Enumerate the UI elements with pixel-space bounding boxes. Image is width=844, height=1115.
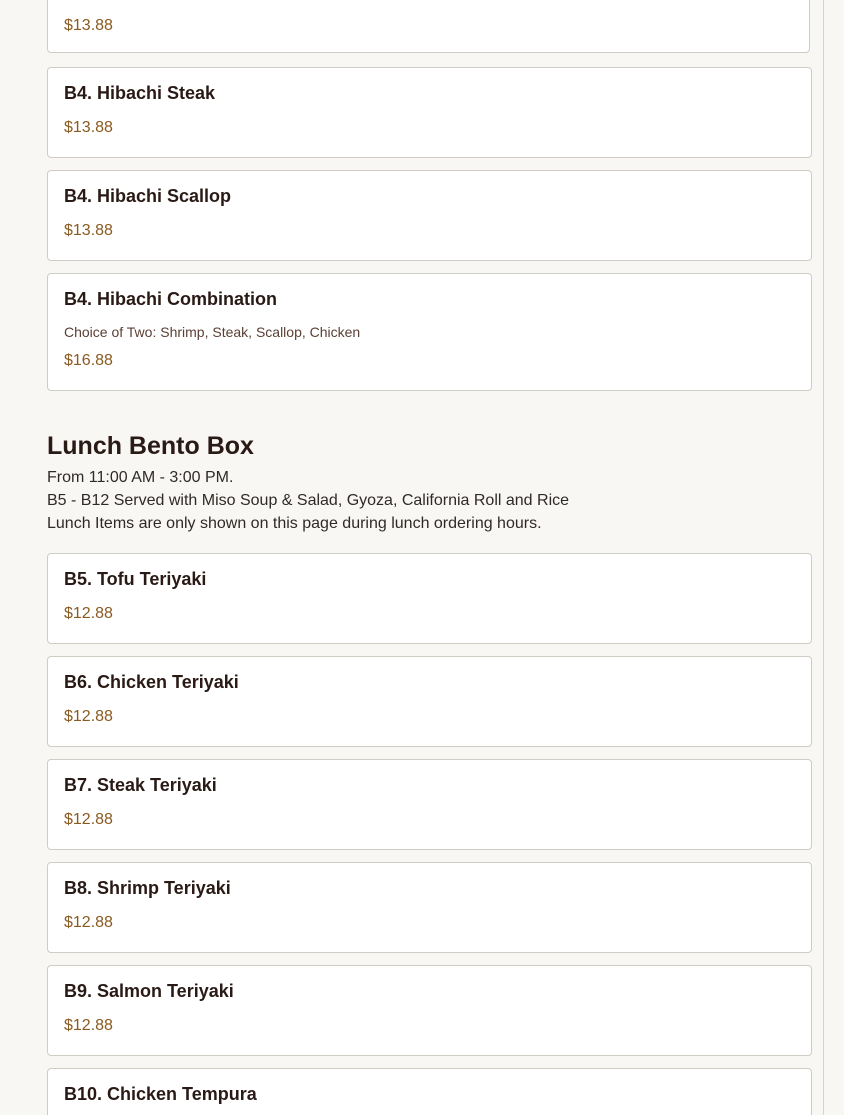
- item-name: B10. Chicken Tempura: [64, 1084, 257, 1104]
- menu-item-card-steak-teriyaki[interactable]: [47, 759, 812, 850]
- item-name: B4. Hibachi Combination: [64, 289, 278, 309]
- item-price: $16.88: [64, 352, 113, 369]
- item-description: Choice of Two: Shrimp, Steak, Scallop, Chicken: [64, 324, 361, 340]
- section-note-availability: Lunch Items are only shown on this page during lunch ordering hours.: [47, 515, 542, 532]
- item-name: B5. Tofu Teriyaki: [64, 569, 207, 589]
- menu-item-card-partial[interactable]: [47, 0, 810, 53]
- menu-item-card-chicken-teriyaki[interactable]: [47, 656, 812, 747]
- item-price: $12.88: [64, 1017, 113, 1034]
- menu-item-card-salmon-teriyaki[interactable]: [47, 965, 812, 1056]
- menu-item-card-chicken-tempura[interactable]: [47, 1068, 812, 1115]
- item-price: $12.88: [64, 605, 113, 622]
- item-name: B8. Shrimp Teriyaki: [64, 878, 231, 898]
- item-price: $13.88: [64, 17, 113, 34]
- menu-item-card-shrimp-teriyaki[interactable]: [47, 862, 812, 953]
- section-note-includes: B5 - B12 Served with Miso Soup & Salad, Gyoza, California Roll and Rice: [47, 492, 570, 509]
- section-note-hours: From 11:00 AM - 3:00 PM.: [47, 469, 234, 486]
- item-name: B7. Steak Teriyaki: [64, 775, 217, 795]
- item-name: B4. Hibachi Steak: [64, 83, 216, 103]
- menu-item-card-hibachi-combination[interactable]: [47, 273, 812, 391]
- menu-item-card-hibachi-scallop[interactable]: [47, 170, 812, 261]
- item-price: $13.88: [64, 222, 113, 239]
- section-title: Lunch Bento Box: [47, 432, 254, 460]
- item-price: $12.88: [64, 811, 113, 828]
- item-name: B4. Hibachi Scallop: [64, 186, 232, 206]
- item-price: $12.88: [64, 708, 113, 725]
- section-notes: [47, 466, 812, 535]
- item-name: B9. Salmon Teriyaki: [64, 981, 234, 1001]
- lunch-bento-section: [47, 430, 812, 535]
- menu-item-card-tofu-teriyaki[interactable]: [47, 553, 812, 644]
- menu-item-card-hibachi-steak[interactable]: [47, 67, 812, 158]
- item-price: $13.88: [64, 119, 113, 136]
- item-price: $12.88: [64, 914, 113, 931]
- item-name: B6. Chicken Teriyaki: [64, 672, 239, 692]
